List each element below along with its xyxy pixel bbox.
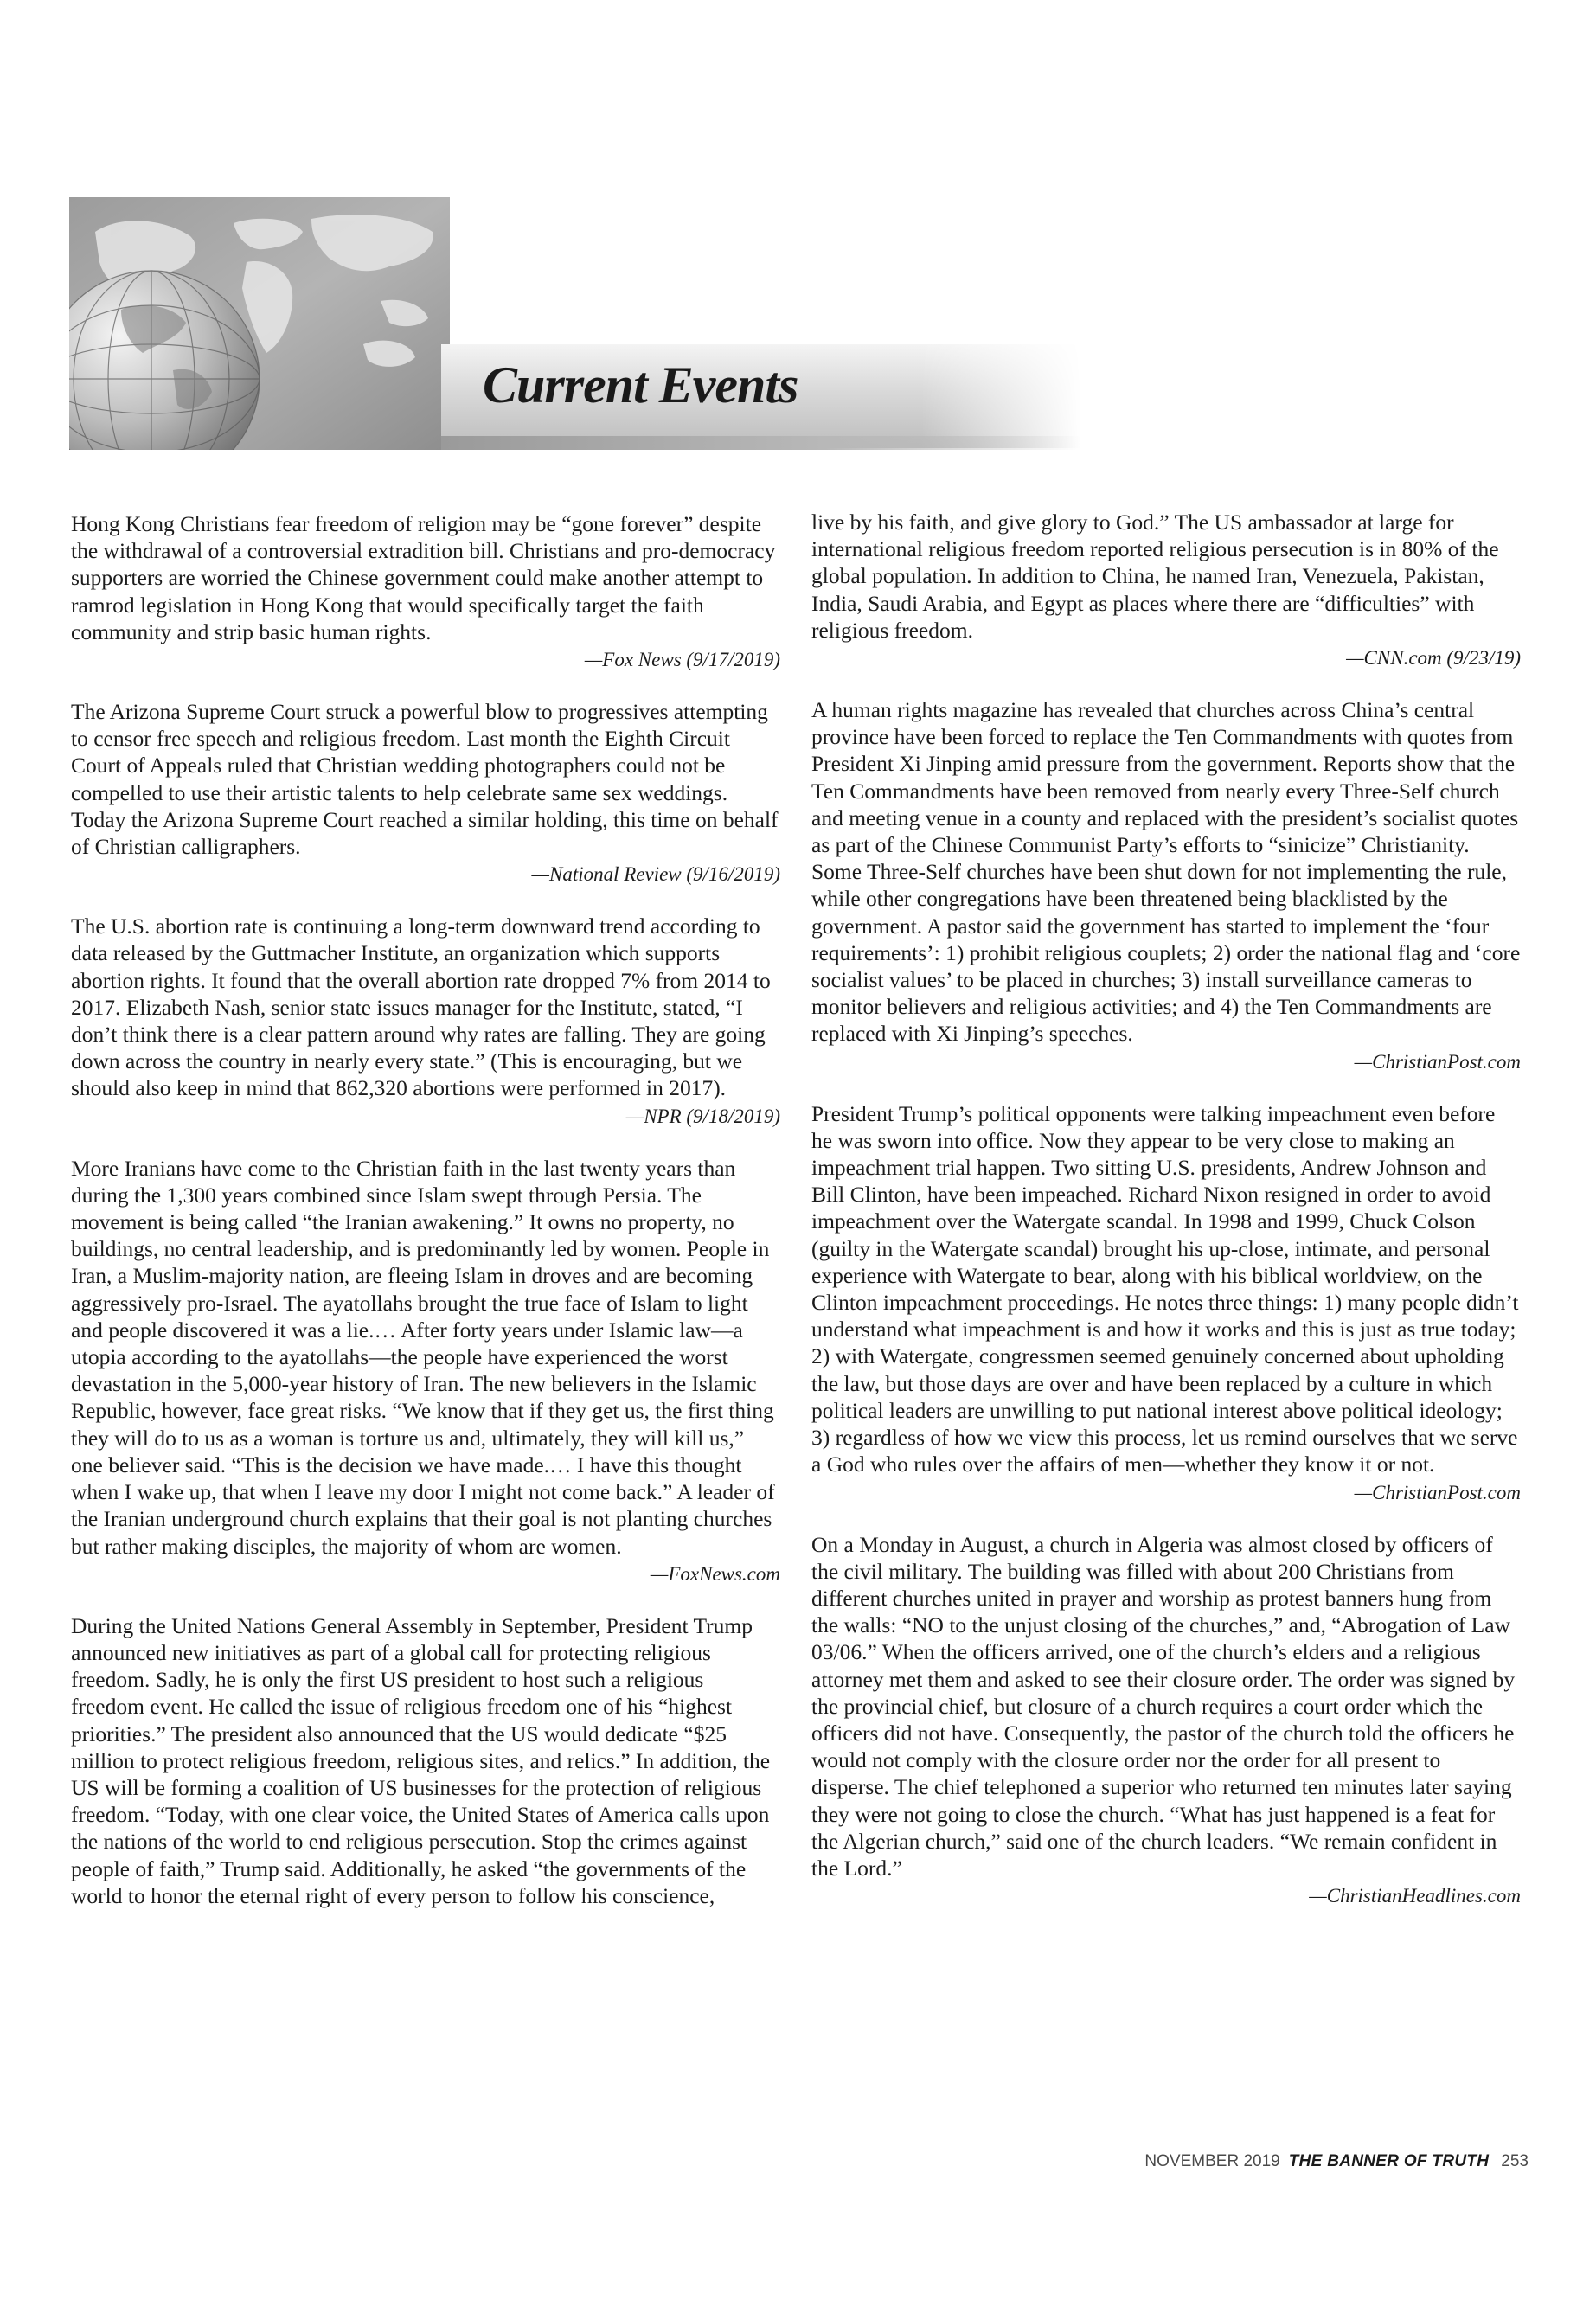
news-item xyxy=(71,510,780,672)
news-item-text: President Trump’s political opponents were talking impeachment even before he was sworn into office. Now they appear to be very close to making an impeachment trial happen. Two sitting U.S. presidents, Andrew Johnson and Bill Clinton, have been impeached. Richard Nixon resigned in order to avoid impeachment over the Watergate scandal. In 1998 and 1999, Chuck Colson (guilty in the Watergate scandal) brought his up-close, intimate, and personal experience with Watergate to bear, along with his biblical worldview, on the Clinton impeachment proceedings. He notes three things: 1) many people didn’t understand what impeachment is and how it works and this is just as true today; 2) with Watergate, congressmen seemed genuinely concerned about upholding the law, but those days are over and have been replaced by a culture in which political leaders are unwilling to put national interest above political ideology; 3) regardless of how we view this process, let us remind ourselves that we serve a God who rules over the affairs of men—whether they know it or not. xyxy=(811,1100,1519,1477)
news-item-text: live by his faith, and give glory to God.” The US ambassador at large for international religious freedom reported religious persecution is in 80% of the global population. In addition to China, he named Iran, Venezuela, Pakistan, India, Saudi Arabia, and Egypt as places where there are “difficulties” with religious freedom. xyxy=(811,510,1499,643)
page-footer xyxy=(1144,2149,1529,2175)
footer-magazine-title: THE BANNER OF TRUTH xyxy=(1288,2152,1490,2170)
news-item-source: —National Review (9/16/2019) xyxy=(531,863,780,886)
banner-divider xyxy=(441,436,1081,450)
news-item xyxy=(811,509,1521,670)
news-item-text: On a Monday in August, a church in Algeria was almost closed by officers of the civil military. The building was filled with about 200 Christians from different churches united in prayer and worship as protest banners hung from the walls: “NO to the unjust closing of the churches,” and, “Abrogation of Law 03/06.” When the officers arrived, one of the church’s elders and a religious attorney met them and asked to see their closure order. The order was signed by the provincial chief, but closure of a church requires a court order which the officers did not have. Consequently, the pastor of the church told the officers he would not comply with the closure order nor the order for all present to disperse. The chief telephoned a superior who returned ten minutes later saying they were not going to close the church. “What has just happened is a feat for the Algerian church,” said one of the church leaders. “We remain confident in the Lord.” xyxy=(811,1531,1516,1881)
news-item-source: —ChristianPost.com xyxy=(1354,1481,1521,1503)
news-item-text: More Iranians have come to the Christian faith in the last twenty years than during the 1,300 years combined since Islam swept through Persia. The movement is being called “the Iranian awakening.” It owns no property, no buildings, no central leadership, and is predominantly led by women. People in Iran, a Muslim-majority nation, are fleeing Islam in droves and are becoming aggressively pro-Israel. The ayatollahs brought the true face of Islam to light and people discovered it was a lie.… After forty years under Islamic law—a utopia according to the ayatollahs—the people have experienced the worst devastation in the 5,000-year history of Iran. The new believers in the Islamic Republic, however, face great risks. “We know that if they get us, the first thing they will do to us as a woman is torture us and, ultimately, they will kill us,” one believer said. “This is the decision we have made.… I have this thought when I wake up, that when I leave my door I might not come back.” A leader of the Iranian underground church explains that their goal is not planting churches but rather making disciples, the majority of whom are women. xyxy=(71,1155,775,1559)
news-item-text: The Arizona Supreme Court struck a powerful blow to progressives attempting to censor free speech and religious freedom. Last month the Eighth Circuit Court of Appeals ruled that Christian wedding photographers could not be compelled to use their artistic talents to help celebrate same sex weddings. Today the Arizona Supreme Court reached a similar holding, this time on behalf of Christian calligraphers. xyxy=(71,699,779,860)
news-item-source: —ChristianPost.com xyxy=(1354,1050,1521,1073)
news-item-source: —Fox News (9/17/2019) xyxy=(584,649,780,671)
news-item xyxy=(71,913,780,1128)
news-item-source: —CNN.com (9/23/19) xyxy=(1346,647,1521,670)
section-title: Current Events xyxy=(483,356,798,413)
section-header-banner xyxy=(69,197,1055,450)
news-item-text: A human rights magazine has revealed that churches across China’s central province have been forced to replace the Ten Commandments with quotes from President Xi Jinping amid pressure from the government. Reports show that the Ten Commandments have been removed from nearly every Three-Self church and meeting venue in a county and replaced with the president’s socialist quotes as part of the Chinese Communist Party’s efforts to “sinicize” Christianity. Some Three-Self churches have been shut down for not implementing the rule, while other congregations have been threatened being blacklisted by the government. A pastor said the government has started to implement the ‘four requirements’: 1) prohibit religious couplets; 2) order the national flag and ‘core socialist values’ to be placed in churches; 3) install surveillance cameras to monitor believers and religious activities; and 4) the Ten Commandments are replaced with Xi Jinping’s speeches. xyxy=(811,697,1521,1047)
news-item xyxy=(811,1100,1521,1505)
news-item-source: —NPR (9/18/2019) xyxy=(625,1105,780,1127)
news-item xyxy=(71,1155,780,1586)
right-column xyxy=(811,509,1521,1934)
world-globe-image xyxy=(69,197,450,450)
footer-date: NOVEMBER 2019 xyxy=(1144,2152,1280,2170)
news-item-text: The U.S. abortion rate is continuing a long-term downward trend according to data released by the Guttmacher Institute, an organization which supports abortion rights. It found that the overall abortion rate dropped 7% from 2014 to 2017. Elizabeth Nash, senior state issues manager for the Institute, stated, “I don’t think there is a clear pattern around why rates are falling. They are going down across the country in nearly every state.” (This is encouraging, but we should also keep in mind that 862,320 abortions were performed in 2017). xyxy=(71,913,771,1101)
news-item-text: During the United Nations General Assembly in September, President Trump announced new initiatives as part of a global call for protecting religious freedom. Sadly, he is only the first US president to host such a religious freedom event. He called the issue of religious freedom one of his “highest priorities.” The president also announced that the US would dedicate “$25 million to protect religious freedom, religious sites, and relics.” In addition, the US will be forming a coalition of US businesses for the protection of religious freedom. “Today, with one clear voice, the United States of America calls upon the nations of the world to end religious persecution. Stop the crimes against people of faith,” Trump said. Additionally, he asked “the governments of the world to honor the eternal right of every person to follow his conscience, xyxy=(71,1612,771,1908)
news-item-text: Hong Kong Christians fear freedom of religion may be “gone forever” despite the withdrawal of a controversial extradition bill. Christians and pro-democracy supporters are worried the Chinese government could make another attempt to ramrod legislation in Hong Kong that would specifically target the faith community and strip basic human rights. xyxy=(71,511,776,644)
news-item xyxy=(71,1612,780,1909)
left-column xyxy=(71,510,780,1935)
news-item xyxy=(811,696,1521,1074)
page-number: 253 xyxy=(1501,2152,1529,2170)
news-item-source: —ChristianHeadlines.com xyxy=(1309,1885,1521,1907)
news-item xyxy=(71,698,780,887)
news-item-source: —FoxNews.com xyxy=(650,1562,780,1585)
news-item xyxy=(811,1531,1521,1909)
